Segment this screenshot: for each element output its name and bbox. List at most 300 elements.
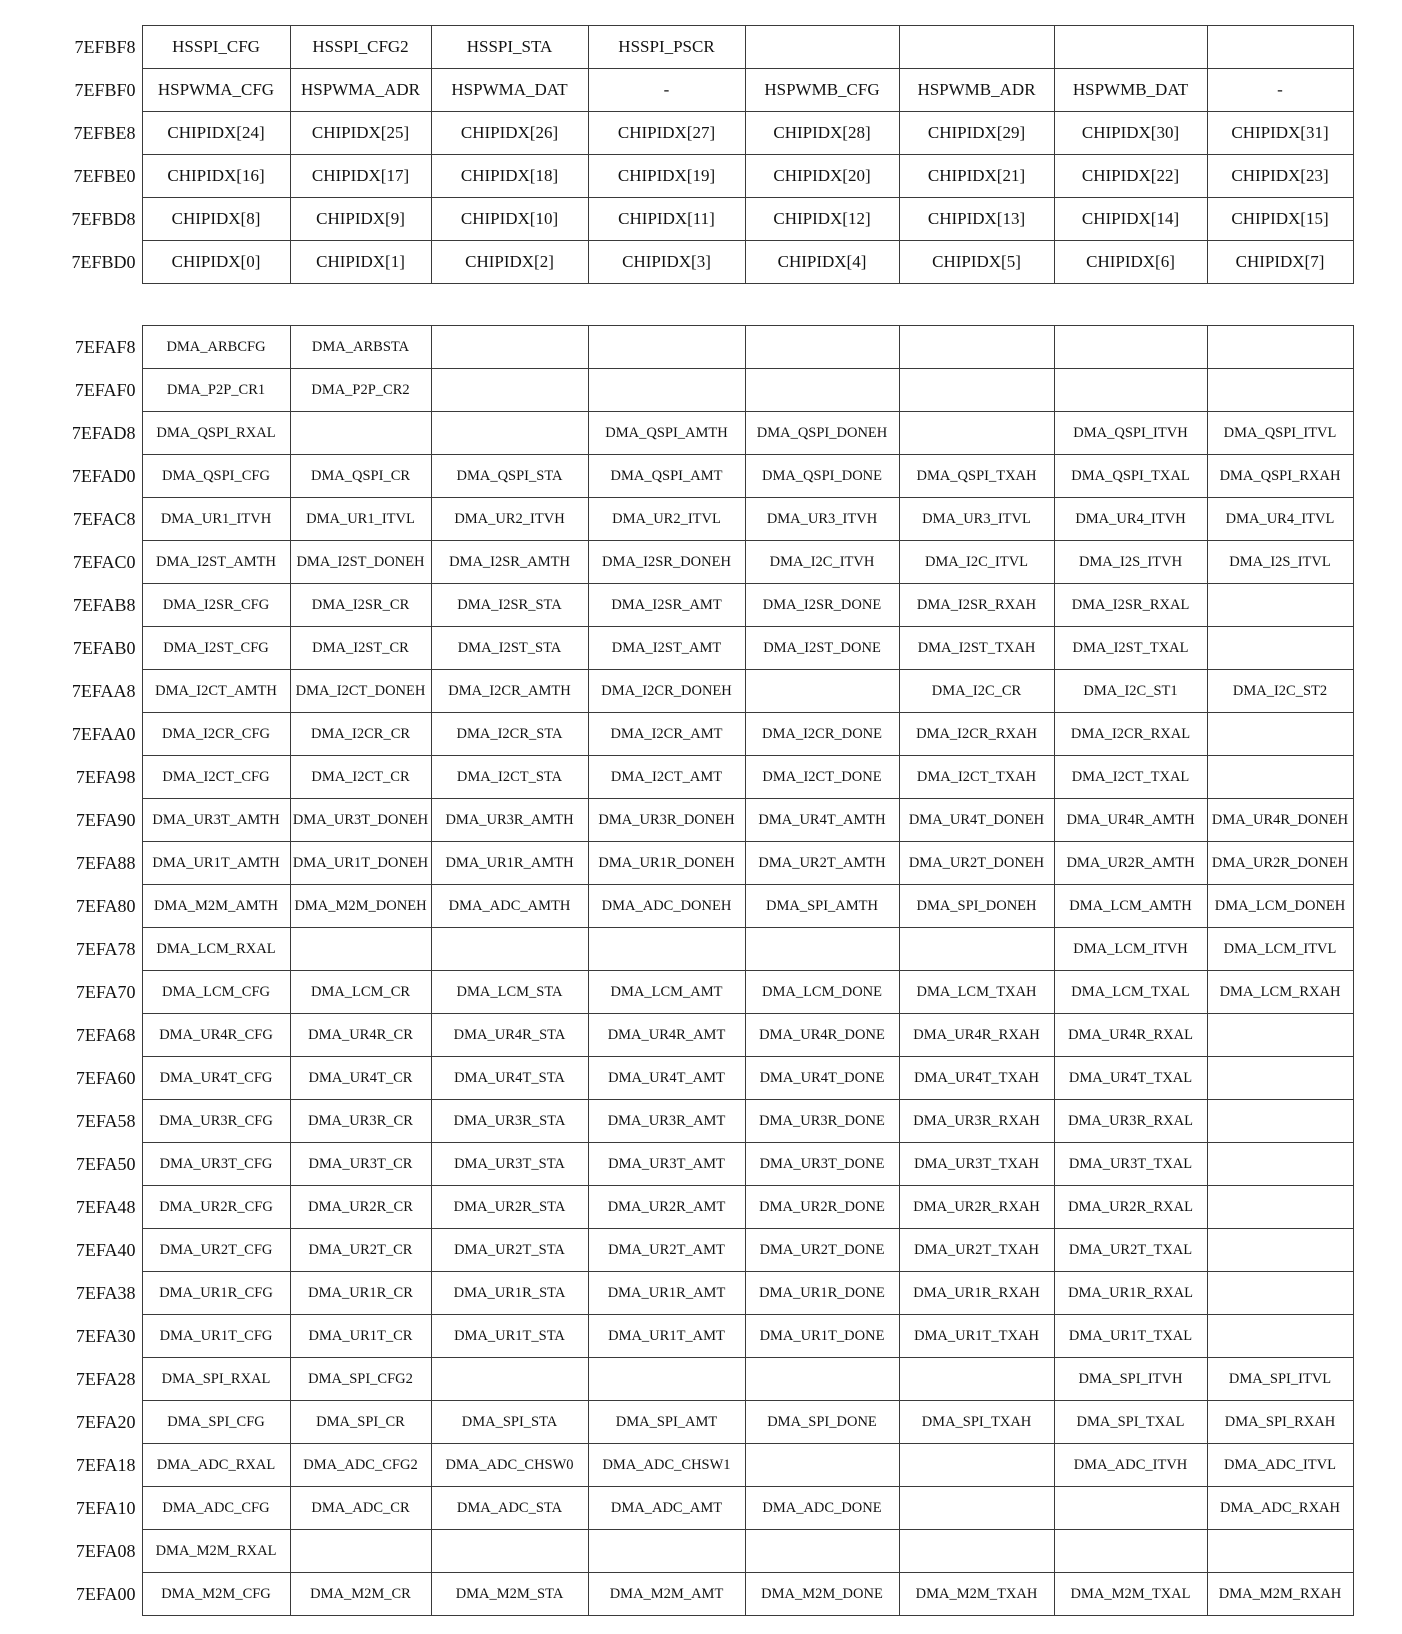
register-cell: DMA_UR4R_AMTH	[1054, 799, 1207, 842]
register-cell	[431, 1358, 588, 1401]
register-cell: DMA_SPI_CFG2	[290, 1358, 431, 1401]
register-cell: DMA_UR3T_CFG	[142, 1143, 290, 1186]
register-cell	[431, 369, 588, 412]
register-cell	[1207, 713, 1353, 756]
register-cell: CHIPIDX[25]	[290, 112, 431, 155]
register-cell: CHIPIDX[18]	[431, 155, 588, 198]
register-cell: DMA_UR2T_CFG	[142, 1229, 290, 1272]
register-cell: CHIPIDX[20]	[745, 155, 899, 198]
register-cell	[745, 1444, 899, 1487]
register-cell	[1207, 1057, 1353, 1100]
register-cell: DMA_UR2R_RXAH	[899, 1186, 1054, 1229]
register-cell: DMA_UR2R_DONE	[745, 1186, 899, 1229]
register-row	[0, 455, 1353, 498]
register-cell: DMA_UR4R_DONE	[745, 1014, 899, 1057]
register-cell: DMA_M2M_AMTH	[142, 885, 290, 928]
address-label: 7EFAD0	[71, 465, 136, 486]
register-cell: DMA_SPI_CFG	[142, 1401, 290, 1444]
address-label: 7EFAC8	[72, 508, 136, 529]
register-cell: DMA_UR2T_DONEH	[899, 842, 1054, 885]
register-cell: DMA_UR3_ITVH	[745, 498, 899, 541]
register-cell	[1207, 1229, 1353, 1272]
register-cell: DMA_UR1R_DONEH	[588, 842, 745, 885]
register-row	[0, 412, 1353, 455]
register-cell: DMA_UR1R_CFG	[142, 1272, 290, 1315]
register-cell: DMA_M2M_AMT	[588, 1573, 745, 1616]
register-cell: DMA_I2ST_AMTH	[142, 541, 290, 584]
register-cell: DMA_I2SR_RXAH	[899, 584, 1054, 627]
register-cell: DMA_UR3R_RXAL	[1054, 1100, 1207, 1143]
register-row	[0, 1186, 1353, 1229]
register-cell: DMA_UR3R_DONE	[745, 1100, 899, 1143]
register-cell	[1207, 1186, 1353, 1229]
register-cell: CHIPIDX[15]	[1207, 198, 1353, 241]
register-cell: DMA_UR1R_DONE	[745, 1272, 899, 1315]
register-cell	[745, 1358, 899, 1401]
register-cell: DMA_ADC_RXAL	[142, 1444, 290, 1487]
register-cell: DMA_UR4T_STA	[431, 1057, 588, 1100]
register-cell: DMA_UR1T_DONEH	[290, 842, 431, 885]
address-label: 7EFA20	[75, 1411, 136, 1432]
register-cell: DMA_I2CT_CR	[290, 756, 431, 799]
register-cell	[1054, 1487, 1207, 1530]
register-cell: DMA_UR3R_DONEH	[588, 799, 745, 842]
address-label: 7EFAF0	[74, 379, 136, 400]
address-label: 7EFA08	[75, 1540, 136, 1561]
register-cell: DMA_I2S_ITVL	[1207, 541, 1353, 584]
address-label: 7EFBF8	[74, 36, 136, 57]
register-cell: DMA_UR2R_AMTH	[1054, 842, 1207, 885]
register-cell: DMA_UR3T_DONE	[745, 1143, 899, 1186]
register-map-dma	[0, 325, 1354, 1616]
address-label: 7EFA88	[75, 852, 136, 873]
register-row	[0, 69, 1353, 112]
register-cell: DMA_UR1R_AMTH	[431, 842, 588, 885]
register-cell: CHIPIDX[10]	[431, 198, 588, 241]
register-cell: DMA_I2CR_STA	[431, 713, 588, 756]
register-cell: DMA_I2ST_TXAH	[899, 627, 1054, 670]
register-cell	[745, 26, 899, 69]
register-cell: DMA_UR3_ITVL	[899, 498, 1054, 541]
register-cell: DMA_UR2T_TXAH	[899, 1229, 1054, 1272]
register-cell: CHIPIDX[13]	[899, 198, 1054, 241]
register-cell: DMA_UR1T_DONE	[745, 1315, 899, 1358]
register-cell: DMA_UR2T_CR	[290, 1229, 431, 1272]
register-cell: DMA_I2ST_DONE	[745, 627, 899, 670]
register-cell: DMA_SPI_RXAL	[142, 1358, 290, 1401]
register-cell: CHIPIDX[27]	[588, 112, 745, 155]
register-cell: DMA_QSPI_RXAH	[1207, 455, 1353, 498]
register-row	[0, 1444, 1353, 1487]
register-table	[0, 325, 1354, 1616]
register-row	[0, 1057, 1353, 1100]
register-cell: DMA_P2P_CR2	[290, 369, 431, 412]
register-cell	[1054, 26, 1207, 69]
address-label: 7EFBE8	[73, 122, 136, 143]
register-cell	[1207, 756, 1353, 799]
address-label: 7EFA90	[75, 809, 136, 830]
register-cell: DMA_UR2R_CR	[290, 1186, 431, 1229]
register-row	[0, 112, 1353, 155]
register-cell: DMA_UR2R_AMT	[588, 1186, 745, 1229]
register-cell	[588, 1358, 745, 1401]
register-cell: DMA_LCM_CFG	[142, 971, 290, 1014]
register-cell: CHIPIDX[29]	[899, 112, 1054, 155]
address-label: 7EFA10	[75, 1497, 136, 1518]
register-cell: DMA_I2CR_DONEH	[588, 670, 745, 713]
register-cell: DMA_QSPI_ITVL	[1207, 412, 1353, 455]
address-label: 7EFA80	[75, 895, 136, 916]
register-cell: CHIPIDX[26]	[431, 112, 588, 155]
register-row	[0, 1014, 1353, 1057]
register-cell: DMA_SPI_AMT	[588, 1401, 745, 1444]
register-cell: DMA_I2CR_RXAH	[899, 713, 1054, 756]
address-label: 7EFA18	[75, 1454, 136, 1475]
register-cell: DMA_M2M_RXAH	[1207, 1573, 1353, 1616]
register-cell: CHIPIDX[6]	[1054, 241, 1207, 284]
register-cell: DMA_UR4T_CR	[290, 1057, 431, 1100]
register-cell	[899, 1530, 1054, 1573]
register-cell: DMA_I2C_ST2	[1207, 670, 1353, 713]
register-cell: DMA_UR2R_STA	[431, 1186, 588, 1229]
register-cell: DMA_SPI_TXAL	[1054, 1401, 1207, 1444]
register-cell: DMA_M2M_STA	[431, 1573, 588, 1616]
register-cell: DMA_ARBSTA	[290, 326, 431, 369]
register-cell	[1207, 26, 1353, 69]
register-cell: DMA_I2CT_CFG	[142, 756, 290, 799]
register-cell: DMA_I2CR_CFG	[142, 713, 290, 756]
register-row	[0, 1100, 1353, 1143]
register-row	[0, 842, 1353, 885]
register-cell: DMA_I2SR_STA	[431, 584, 588, 627]
register-cell: DMA_LCM_AMTH	[1054, 885, 1207, 928]
register-cell	[290, 1530, 431, 1573]
register-row	[0, 1272, 1353, 1315]
address-label: 7EFA40	[75, 1239, 136, 1260]
register-cell: DMA_SPI_AMTH	[745, 885, 899, 928]
register-cell: DMA_UR4T_DONEH	[899, 799, 1054, 842]
register-cell: DMA_SPI_ITVH	[1054, 1358, 1207, 1401]
register-cell: DMA_M2M_DONEH	[290, 885, 431, 928]
register-cell: DMA_UR3R_RXAH	[899, 1100, 1054, 1143]
register-cell: DMA_LCM_DONE	[745, 971, 899, 1014]
register-cell: DMA_UR1R_RXAL	[1054, 1272, 1207, 1315]
register-row	[0, 241, 1353, 284]
register-row	[0, 670, 1353, 713]
register-cell: -	[1207, 69, 1353, 112]
register-cell: DMA_LCM_TXAL	[1054, 971, 1207, 1014]
register-cell: DMA_UR4R_AMT	[588, 1014, 745, 1057]
register-cell: DMA_UR1T_CFG	[142, 1315, 290, 1358]
address-label: 7EFAC0	[72, 551, 136, 572]
register-cell	[1054, 369, 1207, 412]
register-cell	[745, 326, 899, 369]
register-cell: HSPWMA_DAT	[431, 69, 588, 112]
register-cell: DMA_SPI_DONE	[745, 1401, 899, 1444]
register-cell	[431, 326, 588, 369]
register-cell: DMA_I2SR_CR	[290, 584, 431, 627]
address-label: 7EFA50	[75, 1153, 136, 1174]
register-row	[0, 498, 1353, 541]
register-cell: HSSPI_STA	[431, 26, 588, 69]
register-cell: DMA_SPI_TXAH	[899, 1401, 1054, 1444]
register-cell: DMA_UR1_ITVL	[290, 498, 431, 541]
register-cell: CHIPIDX[9]	[290, 198, 431, 241]
register-cell: DMA_ADC_DONE	[745, 1487, 899, 1530]
register-cell: CHIPIDX[16]	[142, 155, 290, 198]
register-cell: DMA_UR4R_RXAH	[899, 1014, 1054, 1057]
register-cell: DMA_QSPI_AMT	[588, 455, 745, 498]
register-cell: DMA_I2CT_STA	[431, 756, 588, 799]
register-cell: DMA_UR2_ITVH	[431, 498, 588, 541]
register-cell: DMA_I2CT_DONE	[745, 756, 899, 799]
register-cell	[899, 1358, 1054, 1401]
register-cell: DMA_UR4R_DONEH	[1207, 799, 1353, 842]
address-label: 7EFAB8	[72, 594, 136, 615]
register-cell	[431, 412, 588, 455]
register-cell: DMA_UR2R_CFG	[142, 1186, 290, 1229]
register-cell: DMA_LCM_TXAH	[899, 971, 1054, 1014]
register-cell: CHIPIDX[2]	[431, 241, 588, 284]
register-row	[0, 885, 1353, 928]
register-cell: DMA_LCM_RXAH	[1207, 971, 1353, 1014]
register-cell: DMA_SPI_CR	[290, 1401, 431, 1444]
register-row	[0, 756, 1353, 799]
register-row	[0, 799, 1353, 842]
address-label: 7EFA00	[75, 1583, 136, 1604]
register-row	[0, 928, 1353, 971]
register-cell: DMA_QSPI_CFG	[142, 455, 290, 498]
register-cell: DMA_I2CT_DONEH	[290, 670, 431, 713]
register-cell	[1207, 369, 1353, 412]
register-cell: CHIPIDX[30]	[1054, 112, 1207, 155]
register-cell: DMA_I2CR_RXAL	[1054, 713, 1207, 756]
register-cell: HSPWMB_DAT	[1054, 69, 1207, 112]
register-cell: DMA_I2SR_CFG	[142, 584, 290, 627]
register-cell: DMA_QSPI_STA	[431, 455, 588, 498]
register-cell: DMA_QSPI_RXAL	[142, 412, 290, 455]
register-cell: DMA_UR3T_AMT	[588, 1143, 745, 1186]
register-cell: DMA_QSPI_TXAH	[899, 455, 1054, 498]
address-label: 7EFBE0	[73, 165, 136, 186]
register-row	[0, 198, 1353, 241]
register-cell: DMA_I2SR_RXAL	[1054, 584, 1207, 627]
register-cell: DMA_SPI_ITVL	[1207, 1358, 1353, 1401]
register-cell: DMA_UR3R_AMT	[588, 1100, 745, 1143]
address-label: 7EFA68	[75, 1024, 136, 1045]
register-row	[0, 155, 1353, 198]
register-cell: DMA_M2M_CFG	[142, 1573, 290, 1616]
register-cell: DMA_UR4T_TXAH	[899, 1057, 1054, 1100]
register-cell: DMA_UR4T_CFG	[142, 1057, 290, 1100]
address-label: 7EFA58	[75, 1110, 136, 1131]
register-cell: DMA_I2ST_CFG	[142, 627, 290, 670]
register-cell: DMA_ADC_CHSW0	[431, 1444, 588, 1487]
register-cell: CHIPIDX[5]	[899, 241, 1054, 284]
register-cell	[1207, 1272, 1353, 1315]
register-cell: DMA_I2C_ITVL	[899, 541, 1054, 584]
register-cell	[899, 1487, 1054, 1530]
register-cell: DMA_ADC_AMT	[588, 1487, 745, 1530]
register-row	[0, 1229, 1353, 1272]
address-label: 7EFAA8	[71, 680, 136, 701]
register-cell: DMA_M2M_CR	[290, 1573, 431, 1616]
register-cell: DMA_UR1T_STA	[431, 1315, 588, 1358]
register-cell: DMA_UR1T_AMTH	[142, 842, 290, 885]
register-cell: DMA_UR2T_DONE	[745, 1229, 899, 1272]
register-cell: DMA_UR1T_TXAH	[899, 1315, 1054, 1358]
address-label: 7EFAD8	[71, 422, 136, 443]
register-cell: DMA_I2C_ITVH	[745, 541, 899, 584]
register-cell: CHIPIDX[19]	[588, 155, 745, 198]
register-cell: DMA_LCM_ITVL	[1207, 928, 1353, 971]
register-cell: DMA_UR4R_RXAL	[1054, 1014, 1207, 1057]
register-cell: DMA_LCM_DONEH	[1207, 885, 1353, 928]
register-cell: DMA_I2CR_AMTH	[431, 670, 588, 713]
register-row	[0, 971, 1353, 1014]
register-cell: DMA_UR2T_TXAL	[1054, 1229, 1207, 1272]
register-cell	[290, 928, 431, 971]
address-label: 7EFA98	[75, 766, 136, 787]
register-cell	[899, 1444, 1054, 1487]
register-cell	[899, 928, 1054, 971]
register-cell: DMA_QSPI_CR	[290, 455, 431, 498]
register-cell: DMA_UR1R_STA	[431, 1272, 588, 1315]
register-cell: DMA_I2CT_TXAL	[1054, 756, 1207, 799]
register-cell: DMA_ARBCFG	[142, 326, 290, 369]
register-cell: DMA_LCM_RXAL	[142, 928, 290, 971]
register-row	[0, 1530, 1353, 1573]
register-cell: DMA_UR1T_TXAL	[1054, 1315, 1207, 1358]
register-cell	[290, 412, 431, 455]
register-cell: CHIPIDX[1]	[290, 241, 431, 284]
register-cell: DMA_UR3T_STA	[431, 1143, 588, 1186]
register-cell	[1054, 326, 1207, 369]
register-cell: DMA_UR2R_DONEH	[1207, 842, 1353, 885]
register-cell: DMA_UR2_ITVL	[588, 498, 745, 541]
register-cell: DMA_QSPI_DONEH	[745, 412, 899, 455]
register-cell: DMA_UR4_ITVH	[1054, 498, 1207, 541]
register-cell	[1207, 1014, 1353, 1057]
register-cell	[1054, 1530, 1207, 1573]
register-cell	[1207, 1143, 1353, 1186]
register-cell	[431, 928, 588, 971]
register-cell: DMA_UR4T_AMTH	[745, 799, 899, 842]
register-cell	[1207, 1100, 1353, 1143]
register-cell: DMA_LCM_AMT	[588, 971, 745, 1014]
register-cell: DMA_UR3T_AMTH	[142, 799, 290, 842]
register-cell: DMA_I2CR_AMT	[588, 713, 745, 756]
register-cell: CHIPIDX[22]	[1054, 155, 1207, 198]
address-label: 7EFA60	[75, 1067, 136, 1088]
register-cell	[1207, 627, 1353, 670]
register-cell: CHIPIDX[31]	[1207, 112, 1353, 155]
register-cell: HSSPI_CFG	[142, 26, 290, 69]
register-cell: DMA_SPI_RXAH	[1207, 1401, 1353, 1444]
register-cell: HSSPI_CFG2	[290, 26, 431, 69]
register-cell	[1207, 1530, 1353, 1573]
register-cell: DMA_ADC_CR	[290, 1487, 431, 1530]
register-cell: DMA_ADC_ITVL	[1207, 1444, 1353, 1487]
register-cell: DMA_I2ST_STA	[431, 627, 588, 670]
register-cell: DMA_ADC_RXAH	[1207, 1487, 1353, 1530]
register-cell: DMA_QSPI_DONE	[745, 455, 899, 498]
register-cell: DMA_I2C_CR	[899, 670, 1054, 713]
register-row	[0, 1143, 1353, 1186]
register-cell: DMA_ADC_CFG2	[290, 1444, 431, 1487]
register-cell: DMA_I2CT_TXAH	[899, 756, 1054, 799]
register-cell	[745, 928, 899, 971]
register-cell: DMA_UR1T_CR	[290, 1315, 431, 1358]
register-cell: DMA_UR3T_TXAL	[1054, 1143, 1207, 1186]
register-cell	[899, 412, 1054, 455]
address-label: 7EFAA0	[71, 723, 136, 744]
register-row	[0, 369, 1353, 412]
register-cell: CHIPIDX[8]	[142, 198, 290, 241]
register-cell: DMA_UR3T_TXAH	[899, 1143, 1054, 1186]
register-cell: DMA_LCM_ITVH	[1054, 928, 1207, 971]
register-cell: DMA_UR1T_AMT	[588, 1315, 745, 1358]
register-cell	[431, 1530, 588, 1573]
register-cell: CHIPIDX[24]	[142, 112, 290, 155]
register-cell: DMA_UR1R_CR	[290, 1272, 431, 1315]
address-label: 7EFA38	[75, 1282, 136, 1303]
register-cell: CHIPIDX[28]	[745, 112, 899, 155]
register-cell: CHIPIDX[11]	[588, 198, 745, 241]
register-cell	[745, 670, 899, 713]
register-cell	[1207, 1315, 1353, 1358]
register-cell: DMA_I2CT_AMT	[588, 756, 745, 799]
register-cell	[588, 1530, 745, 1573]
address-label: 7EFBF0	[74, 79, 136, 100]
register-cell	[745, 369, 899, 412]
register-cell: DMA_M2M_RXAL	[142, 1530, 290, 1573]
register-cell: DMA_UR1_ITVH	[142, 498, 290, 541]
register-cell: CHIPIDX[14]	[1054, 198, 1207, 241]
register-cell: DMA_I2ST_CR	[290, 627, 431, 670]
register-cell: DMA_I2S_ITVH	[1054, 541, 1207, 584]
register-cell: DMA_I2C_ST1	[1054, 670, 1207, 713]
register-cell: -	[588, 69, 745, 112]
register-cell: DMA_ADC_DONEH	[588, 885, 745, 928]
register-cell: CHIPIDX[23]	[1207, 155, 1353, 198]
register-cell	[899, 26, 1054, 69]
register-cell: DMA_UR4R_STA	[431, 1014, 588, 1057]
register-cell: HSSPI_PSCR	[588, 26, 745, 69]
register-cell: DMA_UR2T_AMTH	[745, 842, 899, 885]
address-label: 7EFA78	[75, 938, 136, 959]
register-cell: DMA_UR4T_DONE	[745, 1057, 899, 1100]
register-row	[0, 541, 1353, 584]
register-cell: DMA_M2M_TXAH	[899, 1573, 1054, 1616]
register-cell	[588, 369, 745, 412]
register-row	[0, 1573, 1353, 1616]
register-cell: DMA_UR4T_TXAL	[1054, 1057, 1207, 1100]
register-cell: DMA_M2M_DONE	[745, 1573, 899, 1616]
register-cell: DMA_UR2R_RXAL	[1054, 1186, 1207, 1229]
register-cell	[745, 1530, 899, 1573]
register-cell: DMA_ADC_CFG	[142, 1487, 290, 1530]
register-cell: DMA_QSPI_ITVH	[1054, 412, 1207, 455]
register-cell: HSPWMA_ADR	[290, 69, 431, 112]
register-row	[0, 326, 1353, 369]
register-row	[0, 713, 1353, 756]
address-label: 7EFAF8	[74, 336, 136, 357]
register-cell: DMA_ADC_AMTH	[431, 885, 588, 928]
register-cell: DMA_QSPI_TXAL	[1054, 455, 1207, 498]
register-row	[0, 584, 1353, 627]
register-row	[0, 1315, 1353, 1358]
